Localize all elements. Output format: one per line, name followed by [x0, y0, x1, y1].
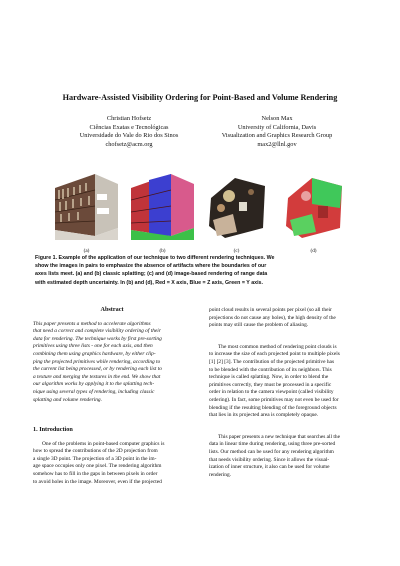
body-line: primitives correctly, they must be processed in a specific: [209, 381, 332, 388]
right-column: [209, 307, 367, 479]
author-affiliation: Universidade do Vale do Rio dos Sinos: [79, 132, 179, 140]
author-affiliation: University of California, Davis: [237, 123, 317, 131]
intro-line: to avoid holes in the image. Moreover, even if the projected: [33, 478, 162, 485]
abstract-line: combining them using graphics hardware, by either clip-: [33, 350, 156, 357]
author-2: [192, 115, 362, 149]
figure-sublabel: (c): [233, 248, 240, 254]
intro-line: age space occupies only one pixel. The rendering algorithm: [33, 463, 162, 470]
abstract-line: primitives using three lists - one for each axis, and then: [33, 343, 153, 350]
abstract-line: nique using several types of rendering, including classic: [33, 388, 155, 395]
author-name: Christian Hofsetz: [106, 115, 152, 122]
bookshelf-render-image: [55, 168, 118, 240]
bookshelf-axes-image: [131, 168, 194, 240]
abstract-line: splatting and volume rendering.: [33, 396, 102, 403]
intro-line: somehow has to fill in the gaps in between pixels in order: [33, 470, 158, 477]
figure-sublabel: (b): [159, 248, 166, 254]
intro-line: how to spread the contributions of the 2D projection from: [33, 448, 158, 455]
body-line: projections do not cause any holes), the high density of the: [209, 314, 336, 321]
author-1: [54, 115, 204, 149]
intro-line: a single 3D point. The projection of a 3D point in the im-: [33, 455, 157, 462]
abstract-line: data for rendering. The technique works by first pre-sorting: [33, 335, 162, 342]
figure-caption: [35, 254, 365, 287]
body-line: lists. Our method can be used for any rendering algorithm: [209, 448, 334, 455]
figure-sublabel: (a): [83, 248, 90, 254]
figure-panel-c: [205, 168, 268, 240]
range-data-render-image: [205, 168, 268, 240]
author-name: Nelson Max: [261, 115, 293, 122]
figure-panel-b: [131, 168, 194, 240]
author-email: max2@llnl.gov: [257, 140, 297, 148]
caption-line: with estimated depth uncertainty. In (b) and (d), Red = X axis, Blue = Z axis, Green = Y axis.: [35, 279, 263, 286]
author-affiliation: Ciências Exatas e Tecnológicas: [89, 123, 169, 131]
abstract-heading: Abstract: [100, 306, 124, 313]
body-line: ization of inner structure, it also can be used for volume: [209, 464, 330, 471]
abstract-line: our algorithm works by applying it to the splatting tech-: [33, 381, 155, 388]
body-line: [1] [2] [3]. The contribution of the projected primitive has: [209, 358, 335, 365]
range-data-axes-image: [282, 168, 345, 240]
body-line: technique is called splatting. Now, in order to blend the: [209, 374, 329, 381]
body-line: ordering). In fact, some primitives may not even be used for: [209, 396, 339, 403]
abstract-line: This paper presents a method to accelerate algorithms: [33, 320, 151, 327]
body-line: blending if the resulting blending of the foreground objects: [209, 404, 337, 411]
body-line: that needs visibility ordering. Since it allows the visual-: [209, 456, 330, 463]
body-line: rendering.: [209, 471, 232, 478]
body-line: that lies in its projected area is completely opaque.: [209, 412, 319, 419]
body-line: to increase the size of each projected point to multiple pixels: [209, 351, 340, 358]
body-line: data in linear time during rendering, using three pre-sorted: [209, 441, 336, 448]
abstract-section: [33, 306, 191, 404]
author-affiliation: Visualization and Graphics Research Group: [221, 132, 333, 140]
abstract-line: the current list being processed, or by rendering each list to: [33, 366, 162, 373]
caption-line: axes lists meet. (a) and (b) classic splatting; (c) and (d) image-based rendering of range data: [35, 271, 268, 278]
figure-panel-a: [55, 168, 118, 240]
introduction-heading: 1. Introduction: [33, 426, 73, 433]
figure-1: [55, 168, 345, 240]
author-email: chofsetz@acm.org: [105, 140, 153, 148]
intro-line: One of the problems in point-based computer graphics is: [42, 440, 165, 447]
caption-line: show the images in pairs to emphasize the absence of artifacts where the boundaries of our: [35, 263, 267, 270]
body-line: point cloud results in several points per pixel (so all their: [209, 307, 332, 313]
figure-panel-d: [282, 168, 345, 240]
body-line: points may still cause the problem of aliasing.: [209, 322, 309, 329]
figure-sublabel: (d): [310, 248, 317, 254]
body-line: The most common method of rendering point clouds is: [218, 343, 337, 350]
body-line: order in relation to the camera viewpoint (called visibility: [209, 389, 334, 396]
paper-title: Hardware-Assisted Visibility Ordering for Point-Based and Volume Rendering: [62, 93, 338, 102]
abstract-line: a texture and merging the textures in the end. We show that: [33, 373, 161, 380]
body-line: to be blended with the contribution of its neighbors. This: [209, 366, 332, 373]
body-line: This paper presents a new technique that searches all the: [218, 433, 340, 440]
abstract-line: that need a correct and complete visibility ordering of their: [33, 328, 161, 335]
introduction-section: [33, 426, 191, 486]
abstract-line: ping the projected primitives while rendering, according to: [33, 358, 161, 365]
caption-line: Figure 1. Example of the application of our technique to two different rendering techniques. We: [35, 255, 275, 261]
